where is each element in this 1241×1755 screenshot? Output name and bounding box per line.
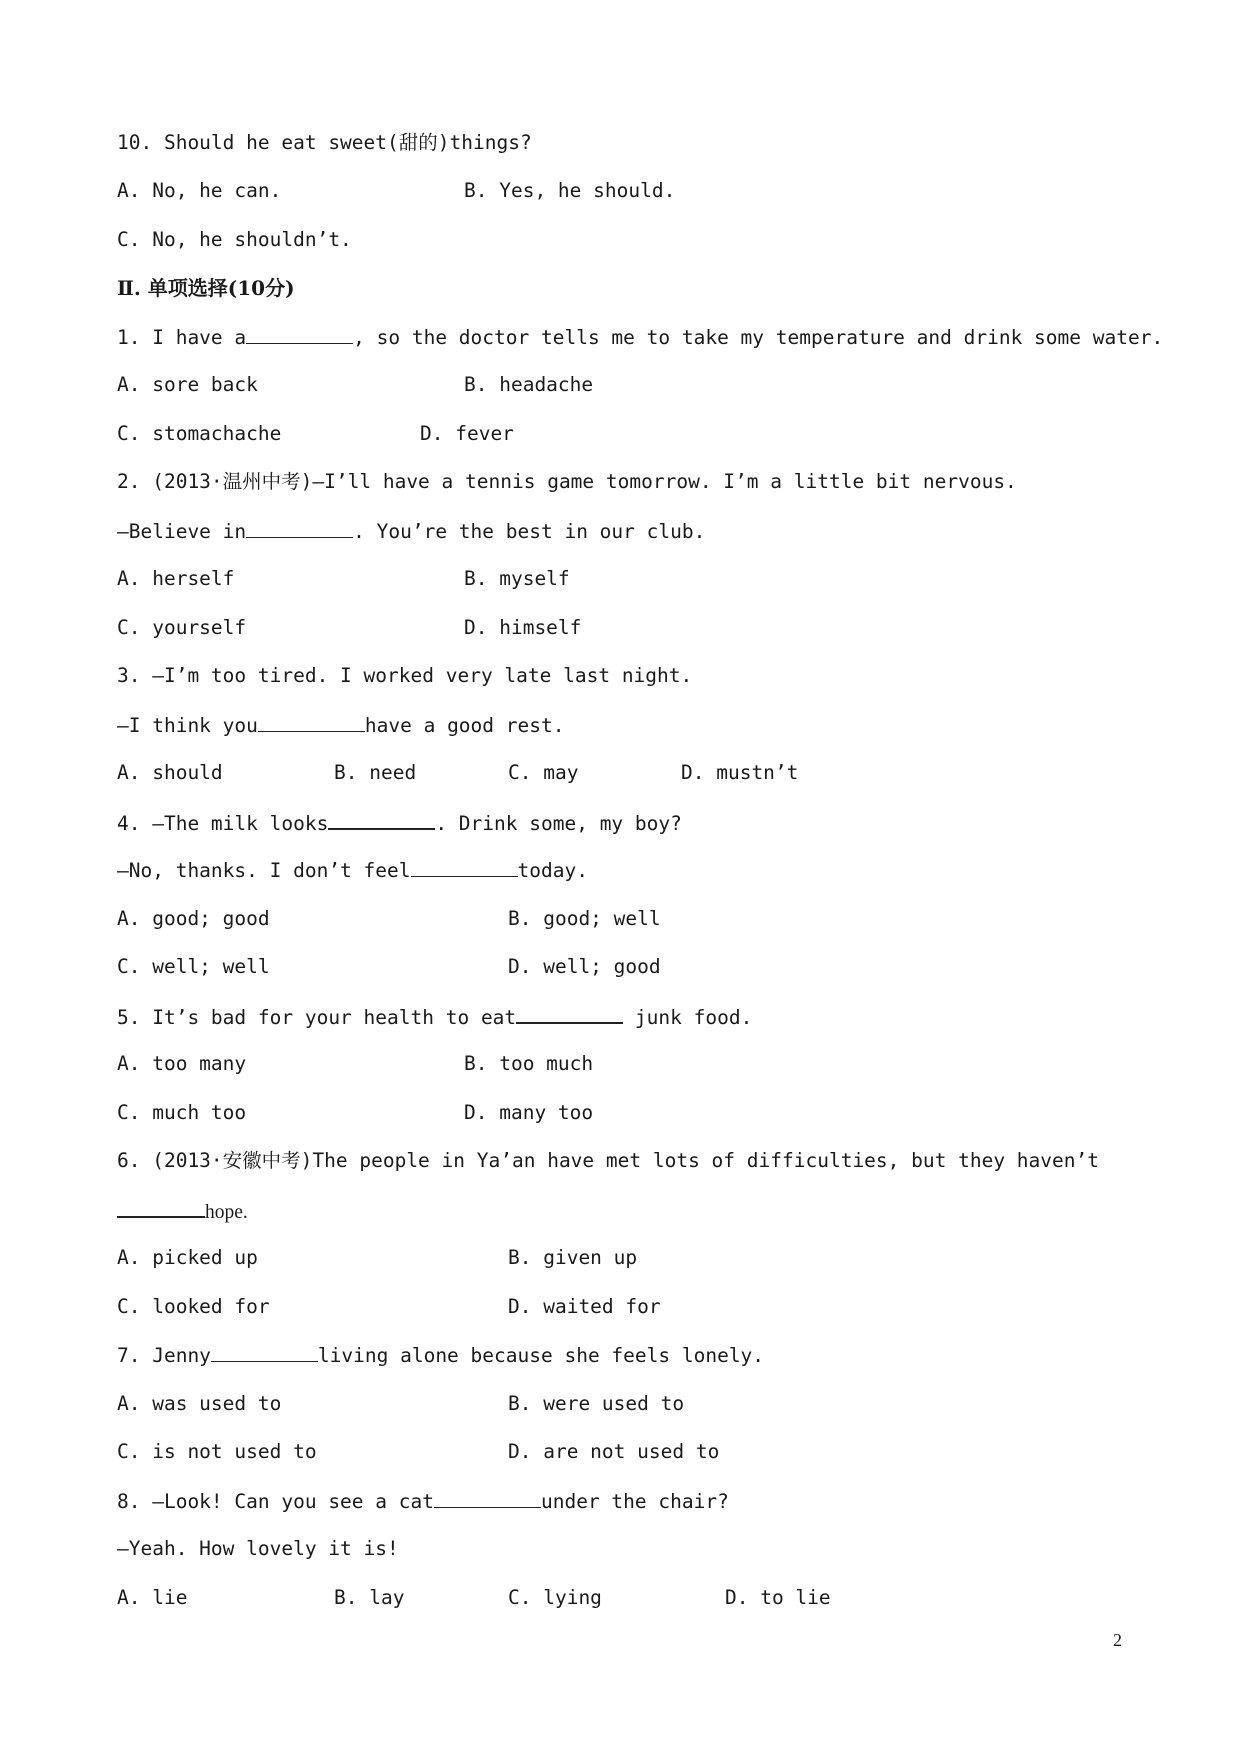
q6-option-c: C. looked for (117, 1295, 270, 1318)
q4-line2-start: —No, thanks. I don’t feel (117, 859, 411, 882)
q3-blank (258, 713, 365, 732)
q7-blank (211, 1343, 318, 1362)
q4-stem (117, 810, 682, 836)
q4-option-a: A. good; good (117, 907, 270, 930)
q6-stem: 6. (2013·安徽中考)The people in Ya’an have met lots of difficulties, but they haven’t (117, 1149, 1099, 1172)
q10-stem: 10. Should he eat sweet(甜的)things? (117, 131, 532, 154)
q7-option-c: C. is not used to (117, 1440, 317, 1463)
q4-blank-1 (328, 810, 435, 830)
q2-stem: 2. (2013·温州中考)—I’ll have a tennis game tomorrow. I’m a little bit nervous. (117, 470, 1017, 493)
q5-option-c: C. much too (117, 1101, 247, 1124)
q3-option-d: D. mustn’t (681, 761, 799, 784)
q1-option-b: B. headache (464, 373, 594, 396)
q3-stem: 3. —I’m too tired. I worked very late last night. (117, 664, 693, 687)
q2-option-b: B. myself (464, 567, 570, 590)
q7-option-a: A. was used to (117, 1392, 282, 1415)
q5-stem (117, 1004, 752, 1030)
q4-blank-2 (411, 858, 518, 877)
q4-stem-start: 4. —The milk looks (117, 812, 329, 835)
q8-line2: —Yeah. How lovely it is! (117, 1537, 399, 1560)
q6-line2 (117, 1198, 248, 1225)
q8-option-c: C. lying (508, 1586, 602, 1609)
q10-option-c: C. No, he shouldn’t. (117, 228, 352, 251)
q2-blank (246, 519, 353, 538)
q3-line2-start: —I think you (117, 714, 258, 737)
q5-option-d: D. many too (464, 1101, 594, 1124)
q7-stem (117, 1343, 764, 1368)
q2-line2-start: —Believe in (117, 520, 247, 543)
q5-option-a: A. too many (117, 1052, 247, 1075)
q4-option-d: D. well; good (508, 955, 661, 978)
q8-option-a: A. lie (117, 1586, 188, 1609)
q8-stem-end: under the chair? (540, 1490, 729, 1513)
q8-stem (117, 1489, 729, 1514)
q4-stem-end: . Drink some, my boy? (435, 812, 682, 835)
q4-option-c: C. well; well (117, 955, 270, 978)
q4-option-b: B. good; well (508, 907, 661, 930)
q2-line2 (117, 519, 705, 544)
q1-blank (246, 325, 353, 344)
q3-option-a: A. should (117, 761, 223, 784)
q8-blank (434, 1489, 541, 1508)
q5-stem-start: 5. It’s bad for your health to eat (117, 1006, 517, 1029)
q2-line2-end: . You’re the best in our club. (353, 520, 706, 543)
q7-option-d: D. are not used to (508, 1440, 720, 1463)
page-number: 2 (1113, 1630, 1122, 1650)
q1-stem-end: , so the doctor tells me to take my temperature and drink some water. (353, 326, 1164, 349)
q1-option-a: A. sore back (117, 373, 258, 396)
q3-line2 (117, 713, 564, 738)
q1-stem (117, 325, 1163, 350)
q6-option-b: B. given up (508, 1246, 638, 1269)
q6-option-a: A. picked up (117, 1246, 258, 1269)
q8-option-b: B. lay (334, 1586, 405, 1609)
q8-option-d: D. to lie (725, 1586, 831, 1609)
section-title: Ⅱ. 单项选择(10分) (117, 276, 295, 300)
q6-option-d: D. waited for (508, 1295, 661, 1318)
q7-stem-start: 7. Jenny (117, 1344, 211, 1367)
q3-option-b: B. need (334, 761, 417, 784)
q2-option-a: A. herself (117, 567, 235, 590)
q5-option-b: B. too much (464, 1052, 594, 1075)
q2-option-c: C. yourself (117, 616, 247, 639)
q10-option-b: B. Yes, he should. (464, 179, 676, 202)
q1-stem-start: 1. I have a (117, 326, 247, 349)
q3-line2-end: have a good rest. (364, 714, 565, 737)
q1-option-d: D. fever (420, 422, 514, 445)
q5-blank (516, 1004, 623, 1024)
q6-blank (117, 1198, 205, 1218)
q8-stem-start: 8. —Look! Can you see a cat (117, 1490, 434, 1513)
q2-option-d: D. himself (464, 616, 582, 639)
q6-line2-end: hope. (205, 1202, 248, 1223)
q7-option-b: B. were used to (508, 1392, 685, 1415)
q3-option-c: C. may (508, 761, 579, 784)
q10-option-a: A. No, he can. (117, 179, 282, 202)
q1-option-c: C. stomachache (117, 422, 282, 445)
q7-stem-end: living alone because she feels lonely. (317, 1344, 765, 1367)
q4-line2-end: today. (517, 859, 588, 882)
q5-stem-end: junk food. (623, 1006, 753, 1029)
q4-line2 (117, 858, 588, 883)
